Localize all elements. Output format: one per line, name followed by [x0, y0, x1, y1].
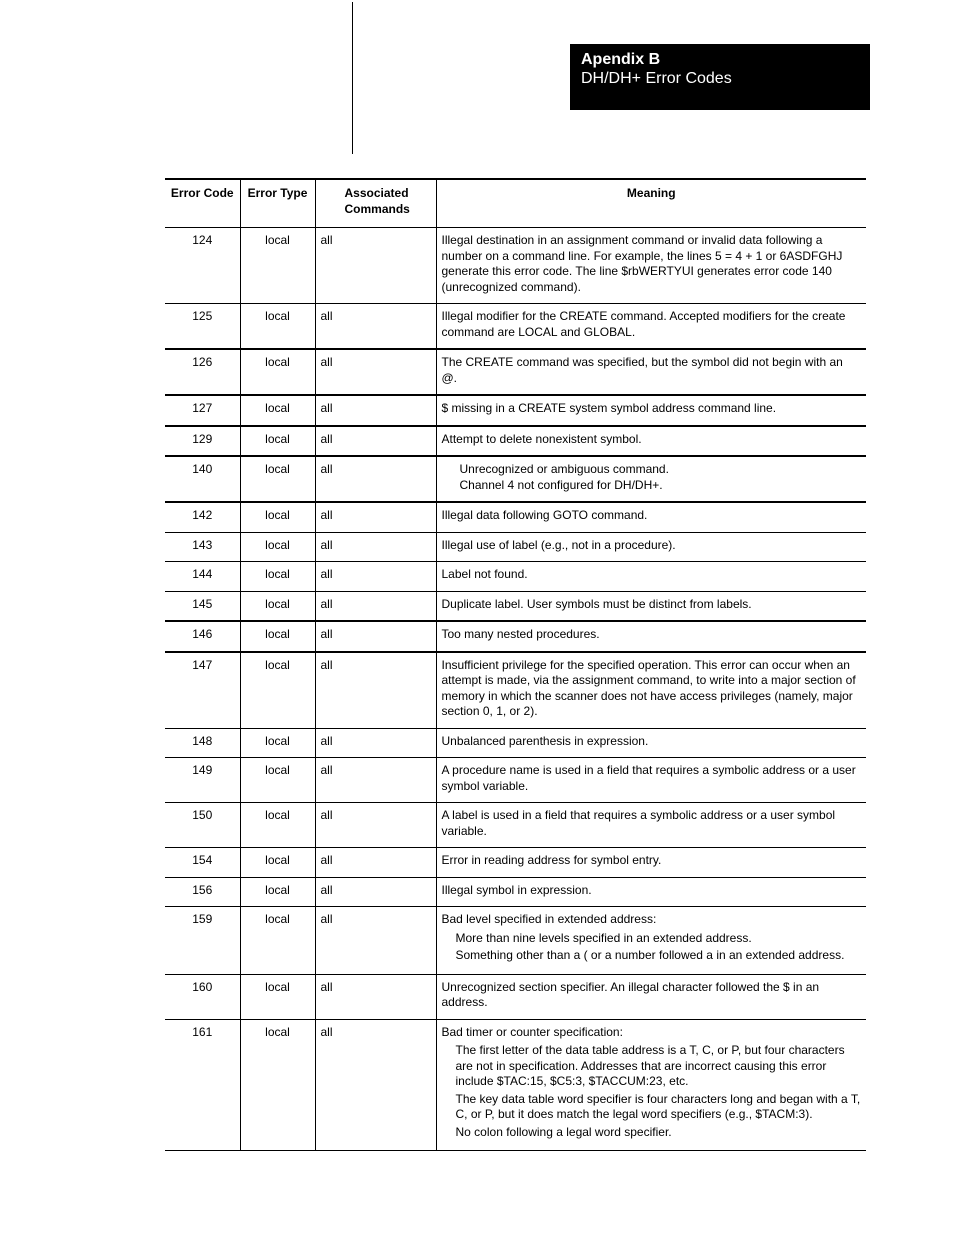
error-code-cell: 124	[165, 228, 240, 304]
meaning-text: A procedure name is used in a field that requires a symbolic address or a user symbol variable.	[441, 763, 856, 793]
col-header-error-type: Error Type	[240, 179, 315, 228]
col-header-meaning: Meaning	[436, 179, 866, 228]
table-row	[165, 532, 866, 562]
col-header-error-code: Error Code	[165, 179, 240, 228]
appendix-title: DH/DH+ Error Codes	[581, 70, 732, 87]
error-code-cell: 125	[165, 304, 240, 350]
commands-cell: all	[315, 395, 436, 426]
error-type-cell: local	[240, 304, 315, 350]
error-type-cell: local	[240, 907, 315, 975]
meaning-cell	[436, 1019, 866, 1151]
meaning-cell	[436, 502, 866, 532]
meaning-cell	[436, 426, 866, 457]
error-code-cell: 160	[165, 974, 240, 1019]
meaning-subitem: More than nine levels specified in an extended address.	[455, 930, 752, 945]
meaning-cell	[436, 877, 866, 907]
table-row	[165, 456, 866, 502]
appendix-label: Apendix B	[581, 51, 661, 68]
associated-commands-label: Associated Commands	[344, 186, 410, 216]
error-code-cell: 146	[165, 621, 240, 652]
table-row	[165, 758, 866, 803]
meaning-text: Unrecognized section specifier. An illegal character followed the $ in an address.	[441, 979, 820, 1009]
table-row	[165, 652, 866, 729]
commands-cell: all	[315, 803, 436, 848]
error-codes-table	[165, 178, 866, 1151]
meaning-cell	[436, 974, 866, 1019]
commands-cell: all	[315, 456, 436, 502]
error-type-cell: local	[240, 456, 315, 502]
error-code-cell: 154	[165, 848, 240, 878]
meaning-text: Error in reading address for symbol entry.	[441, 853, 662, 867]
meaning-cell	[436, 758, 866, 803]
error-type-cell: local	[240, 591, 315, 621]
table-row	[165, 621, 866, 652]
table-row	[165, 395, 866, 426]
meaning-subitem: The first letter of the data table address is a T, C, or P, but four characters are not in specification. Addresses that are incorrect causing this error include $TAC:15, $C5:3, $TACCUM:23, etc.	[455, 1043, 845, 1088]
meaning-cell	[436, 591, 866, 621]
meaning-text: Illegal modifier for the CREATE command. Accepted modifiers for the create command are LOCAL and GLOBAL.	[441, 309, 846, 339]
meaning-text: Too many nested procedures.	[441, 627, 600, 641]
commands-cell: all	[315, 349, 436, 395]
meaning-text: The CREATE command was specified, but the symbol did not begin with an @.	[441, 355, 843, 385]
table-row	[165, 304, 866, 350]
meaning-cell	[436, 228, 866, 304]
table-row	[165, 974, 866, 1019]
table-row	[165, 907, 866, 975]
error-code-cell: 127	[165, 395, 240, 426]
commands-cell: all	[315, 228, 436, 304]
error-type-cell: local	[240, 974, 315, 1019]
meaning-subitems	[442, 1043, 862, 1140]
error-type-cell: local	[240, 758, 315, 803]
table-row	[165, 591, 866, 621]
meaning-cell	[436, 621, 866, 652]
meaning-line: Channel 4 not configured for DH/DH+.	[459, 477, 663, 492]
error-code-cell: 161	[165, 1019, 240, 1151]
table-row	[165, 1019, 866, 1151]
error-type-cell: local	[240, 803, 315, 848]
error-type-cell: local	[240, 228, 315, 304]
meaning-text: Insufficient privilege for the specified operation. This error can occur when an attempt is made, via the assignment command, to write into a major section of memory in which the scanner does not have access privileges (namely, major section 0, 1, or 2).	[441, 657, 856, 718]
meaning-cell	[436, 848, 866, 878]
meaning-text: Unbalanced parenthesis in expression.	[441, 733, 649, 748]
table-row	[165, 562, 866, 592]
meaning-text: Illegal use of label (e.g., not in a procedure).	[441, 537, 676, 552]
error-code-cell: 140	[165, 456, 240, 502]
meaning-subitem: No colon following a legal word specifier.	[455, 1124, 672, 1139]
error-code-cell: 149	[165, 758, 240, 803]
meaning-cell	[436, 304, 866, 350]
commands-cell: all	[315, 304, 436, 350]
meaning-cell	[436, 456, 866, 502]
commands-cell: all	[315, 758, 436, 803]
meaning-cell	[436, 349, 866, 395]
error-type-cell: local	[240, 532, 315, 562]
error-code-cell: 129	[165, 426, 240, 457]
commands-cell: all	[315, 621, 436, 652]
commands-cell: all	[315, 502, 436, 532]
table-row	[165, 426, 866, 457]
error-type-cell: local	[240, 621, 315, 652]
meaning-text: A label is used in a field that requires a symbolic address or a user symbol variable.	[441, 808, 836, 838]
error-type-cell: local	[240, 728, 315, 758]
meaning-text: Illegal symbol in expression.	[441, 882, 592, 897]
table-row	[165, 848, 866, 878]
meaning-subitems	[442, 931, 862, 964]
col-header-associated-commands	[315, 179, 436, 228]
commands-cell: all	[315, 532, 436, 562]
meaning-lines	[442, 462, 862, 493]
error-type-cell: local	[240, 395, 315, 426]
meaning-cell	[436, 532, 866, 562]
meaning-subitem: Something other than a ( or a number followed a in an extended address.	[455, 948, 845, 962]
meaning-text: Illegal destination in an assignment command or invalid data following a number on a command line. For example, the lines 5 = 4 + 1 or 6ASDFGHJ generate this error code. The line $rbWERTYUI generates error code 140 (unrecognized command).	[441, 233, 843, 294]
error-code-cell: 156	[165, 877, 240, 907]
error-type-cell: local	[240, 349, 315, 395]
error-code-cell: 145	[165, 591, 240, 621]
error-code-cell: 126	[165, 349, 240, 395]
error-code-cell: 142	[165, 502, 240, 532]
error-code-cell: 150	[165, 803, 240, 848]
commands-cell: all	[315, 652, 436, 729]
commands-cell: all	[315, 591, 436, 621]
appendix-header	[570, 44, 870, 110]
error-type-cell: local	[240, 1019, 315, 1151]
table-row	[165, 349, 866, 395]
commands-cell: all	[315, 877, 436, 907]
meaning-text: Bad timer or counter specification:	[441, 1024, 623, 1039]
commands-cell: all	[315, 562, 436, 592]
margin-rule	[352, 2, 353, 154]
meaning-line: Unrecognized or ambiguous command.	[459, 462, 669, 476]
meaning-cell	[436, 907, 866, 975]
error-code-cell: 159	[165, 907, 240, 975]
error-type-cell: local	[240, 502, 315, 532]
table-row	[165, 877, 866, 907]
error-type-cell: local	[240, 562, 315, 592]
table-row	[165, 502, 866, 532]
commands-cell: all	[315, 907, 436, 975]
meaning-text: Illegal data following GOTO command.	[441, 508, 648, 522]
error-code-cell: 147	[165, 652, 240, 729]
table-row	[165, 728, 866, 758]
meaning-text: $ missing in a CREATE system symbol address command line.	[441, 401, 777, 415]
meaning-text: Bad level specified in extended address:	[441, 912, 657, 926]
table-row	[165, 803, 866, 848]
error-type-cell: local	[240, 877, 315, 907]
meaning-cell	[436, 652, 866, 729]
meaning-text: Label not found.	[441, 567, 528, 581]
commands-cell: all	[315, 1019, 436, 1151]
meaning-cell	[436, 728, 866, 758]
meaning-cell	[436, 395, 866, 426]
error-code-cell: 148	[165, 728, 240, 758]
meaning-cell	[436, 803, 866, 848]
meaning-cell	[436, 562, 866, 592]
meaning-text: Duplicate label. User symbols must be distinct from labels.	[441, 596, 752, 611]
meaning-text: Attempt to delete nonexistent symbol.	[441, 431, 642, 446]
commands-cell: all	[315, 728, 436, 758]
error-type-cell: local	[240, 848, 315, 878]
error-type-cell: local	[240, 652, 315, 729]
table-body	[165, 228, 866, 1151]
commands-cell: all	[315, 974, 436, 1019]
commands-cell: all	[315, 426, 436, 457]
table-header-row	[165, 179, 866, 228]
table-row	[165, 228, 866, 304]
error-code-cell: 143	[165, 532, 240, 562]
error-code-cell: 144	[165, 562, 240, 592]
commands-cell: all	[315, 848, 436, 878]
meaning-subitem: The key data table word specifier is four characters long and began with a T, C, or P, but it does match the legal word specifiers (e.g., $TACM:3).	[455, 1091, 861, 1121]
error-type-cell: local	[240, 426, 315, 457]
